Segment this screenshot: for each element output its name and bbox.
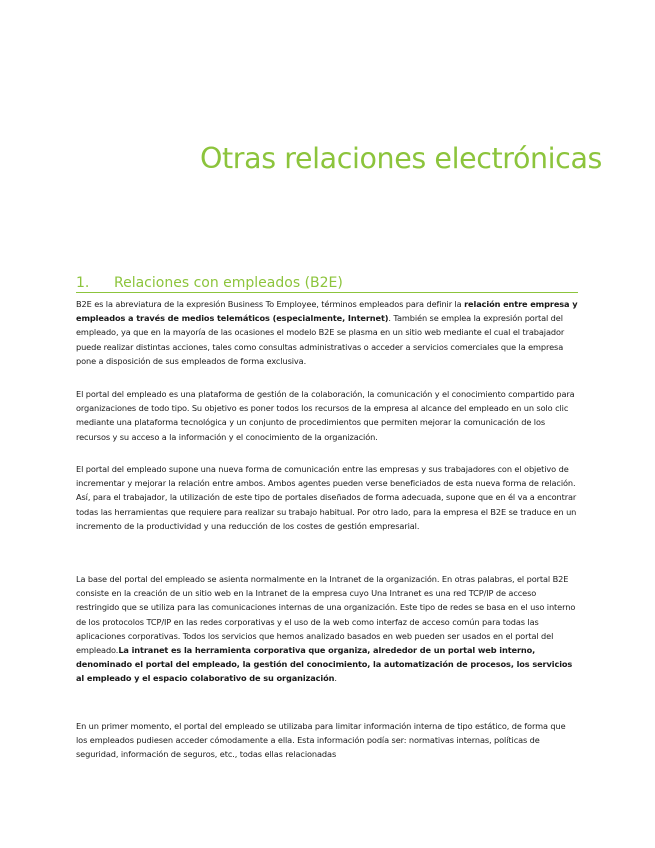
paragraph-bold-text: relación entre empresa y empleados a través de medios telemáticos (especialmente, Internet): [76, 299, 578, 324]
section-heading: [76, 275, 578, 293]
section-title: Relaciones con empleados (B2E): [114, 275, 343, 291]
paragraph-text: La base del portal del empleado se asienta normalmente en la Intranet de la organización. En otras palabras, el portal B2E consiste en la creación de un sitio web en la Intranet de la empresa cuyo Una Intranet es una red TCP/IP de acceso restringido que se utiliza para las comunicaciones internas de una organización. Este tipo de redes se basa en el uso interno de los protocolos TCP/IP en las redes corporativas y el uso de la web como interfaz de acceso común para todas las aplicaciones corporativas. Todos los servicios que hemos analizado basados en web pueden ser usados en el portal del empleado.: [76, 574, 576, 656]
chapter-title: Otras relaciones electrónicas: [200, 142, 602, 175]
paragraph-first-moment: En un primer momento, el portal del empleado se utilizaba para limitar información interna de tipo estático, de forma que los empleados pudiesen acceder cómodamente a ella. Esta información podía ser: normativas internas, políticas de seguridad, información de seguros, etc., todas ellas relacionadas: [76, 721, 566, 760]
paragraph-portal-communication: El portal del empleado supone una nueva forma de comunicación entre las empresas y sus trabajadores con el objetivo de incrementar y mejorar la relación entre ambos. Ambos agentes pueden verse beneficiados de esta nueva forma de relación. Así, para el trabajador, la utilización de este tipo de portales diseñados de forma adecuada, supone que en él va a encontrar todas las herramientas que requiere para realizar su trabajo habitual. Por otro lado, para la empresa el B2E se traduce en un incremento de la productividad y una reducción de los costes de gestión empresarial.: [76, 464, 577, 531]
paragraph-text: . También se emplea la expresión portal del empleado, ya que en la mayoría de las ocasiones el modelo B2E se plasma en un sitio web mediante el cual el trabajador puede realizar distintas acciones, tales como consultas administrativas o acceder a servicios comerciales que la empresa pone a disposición de sus empleados de forma exclusiva.: [76, 313, 565, 366]
section-number: 1.: [76, 275, 90, 291]
paragraph-text: B2E es la abreviatura de la expresión Business To Employee, términos empleados para definir la: [76, 299, 465, 309]
paragraph-intranet: [76, 572, 578, 686]
paragraph-portal-platform: El portal del empleado es una plataforma de gestión de la colaboración, la comunicación y el conocimiento compartido para organizaciones de todo tipo. Su objetivo es poner todos los recursos de la empresa al alcance del empleado en un solo clic mediante una plataforma tecnológica y un conjunto de procedimientos que permiten mejorar la comunicación de los recursos y su acceso a la información y el conocimiento de la organización.: [76, 389, 575, 442]
paragraph-b2e-definition: [76, 297, 578, 368]
paragraph-text: .: [334, 673, 337, 684]
paragraph-bold-text: La intranet es la herramienta corporativa que organiza, alrededor de un portal web interno, denominado el portal del empleado, la gestión del conocimiento, la automatización de procesos, los servicios al empleado y el espacio colaborativo de su organización: [76, 645, 573, 684]
